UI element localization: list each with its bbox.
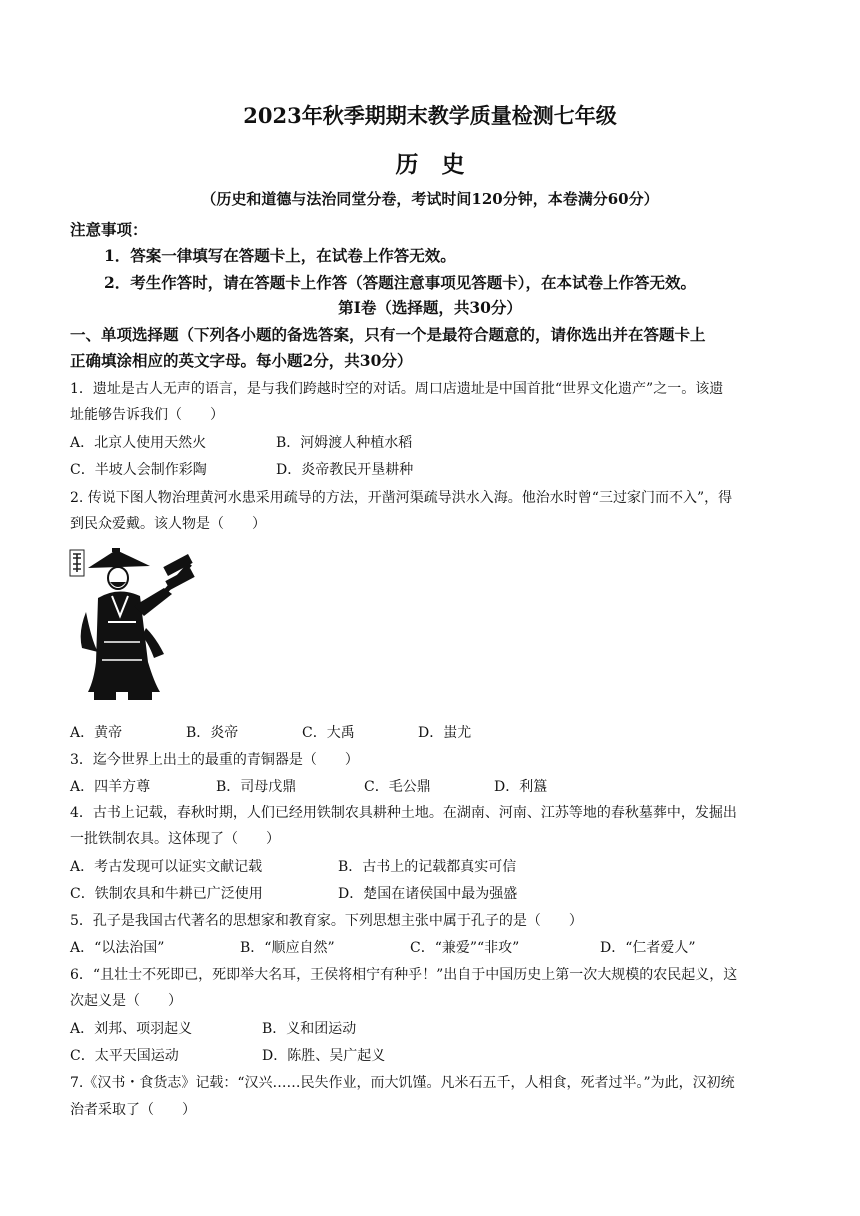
section-instructions: 一、单项选择题（下列各小题的备选答案，只有一个是最符合题意的，请你选出并在答题卡上 bbox=[70, 325, 706, 344]
part1-heading: 第Ⅰ卷（选择题，共30分） bbox=[338, 298, 522, 317]
notice-item: 1．答案一律填写在答题卡上，在试卷上作答无效。 bbox=[104, 246, 456, 265]
question-3-option-c: C．毛公鼎 bbox=[364, 779, 431, 795]
da-yu-figure-image bbox=[68, 542, 208, 710]
question-3-option-d: D．利簋 bbox=[494, 779, 548, 795]
question-4-option-d: D．楚国在诸侯国中最为强盛 bbox=[338, 886, 518, 902]
question-3-option-a: A．四羊方尊 bbox=[70, 779, 151, 795]
question-7-text: 治者采取了（ ） bbox=[70, 1102, 196, 1118]
question-3-text: 3．迄今世界上出土的最重的青铜器是（ ） bbox=[70, 752, 359, 768]
question-1-text: 址能够告诉我们（ ） bbox=[70, 407, 224, 423]
question-2-option-b: B．炎帝 bbox=[186, 725, 239, 741]
question-1-text: 1．遗址是古人无声的语言，是与我们跨越时空的对话。周口店遗址是中国首批“世界文化遗产”之一。该遗 bbox=[70, 381, 724, 397]
question-2-option-d: D．蚩尤 bbox=[418, 725, 472, 741]
question-2-option-a: A．黄帝 bbox=[70, 725, 123, 741]
question-5-option-c: C．“兼爱”“非攻” bbox=[410, 940, 520, 956]
question-4-text: 4．古书上记载，春秋时期，人们已经用铁制农具耕种土地。在湖南、河南、江苏等地的春秋墓葬中，发掘出 bbox=[70, 805, 737, 821]
question-6-text: 6．“且壮士不死即已，死即举大名耳，王侯将相宁有种乎！”出自于中国历史上第一次大规模的农民起义，这 bbox=[70, 967, 738, 983]
question-4-option-b: B．古书上的记载都真实可信 bbox=[338, 859, 517, 875]
question-6-option-c: C．太平天国运动 bbox=[70, 1048, 179, 1064]
question-2-text: 到民众爱戴。该人物是（ ） bbox=[70, 516, 266, 532]
question-2-option-c: C．大禹 bbox=[302, 725, 355, 741]
section-instructions: 正确填涂相应的英文字母。每小题2分，共30分） bbox=[70, 351, 413, 370]
notice-heading: 注意事项： bbox=[70, 220, 148, 239]
question-4-text: 一批铁制农具。这体现了（ ） bbox=[70, 831, 280, 847]
question-1-option-c: C．半坡人会制作彩陶 bbox=[70, 462, 207, 478]
question-6-option-d: D．陈胜、吴广起义 bbox=[262, 1048, 386, 1064]
question-6-text: 次起义是（ ） bbox=[70, 993, 182, 1009]
question-5-text: 5．孔子是我国古代著名的思想家和教育家。下列思想主张中属于孔子的是（ ） bbox=[70, 913, 583, 929]
question-6-option-a: A．刘邦、项羽起义 bbox=[70, 1021, 193, 1037]
question-1-option-d: D．炎帝教民开垦耕种 bbox=[276, 462, 414, 478]
question-7-text: 7.《汉书・食货志》记载：“汉兴……民失作业，而大饥馑。凡米石五千，人相食，死者过半。”为此，汉初统 bbox=[70, 1075, 735, 1091]
da-yu-illustration-icon bbox=[68, 542, 208, 710]
notice-item: 2．考生作答时，请在答题卡上作答（答题注意事项见答题卡），在本试卷上作答无效。 bbox=[104, 273, 697, 292]
subject-heading: 历 史 bbox=[395, 151, 465, 178]
question-4-option-c: C．铁制农具和牛耕已广泛使用 bbox=[70, 886, 263, 902]
question-6-option-b: B．义和团运动 bbox=[262, 1021, 357, 1037]
question-5-option-b: B．“顺应自然” bbox=[240, 940, 335, 956]
exam-title: 2023年秋季期期末教学质量检测七年级 bbox=[243, 103, 617, 128]
exam-note: （历史和道德与法治同堂分卷，考试时间120分钟，本卷满分60分） bbox=[201, 190, 659, 208]
question-2-text: 2. 传说下图人物治理黄河水患采用疏导的方法，开凿河渠疏导洪水入海。他治水时曾“三过家门而不入”，得 bbox=[70, 490, 733, 506]
question-5-option-d: D．“仁者爱人” bbox=[600, 940, 696, 956]
question-1-option-b: B．河姆渡人种植水稻 bbox=[276, 435, 413, 451]
question-4-option-a: A．考古发现可以证实文献记载 bbox=[70, 859, 263, 875]
question-1-option-a: A．北京人使用天然火 bbox=[70, 435, 207, 451]
question-3-option-b: B．司母戊鼎 bbox=[216, 779, 297, 795]
question-5-option-a: A．“以法治国” bbox=[70, 940, 165, 956]
